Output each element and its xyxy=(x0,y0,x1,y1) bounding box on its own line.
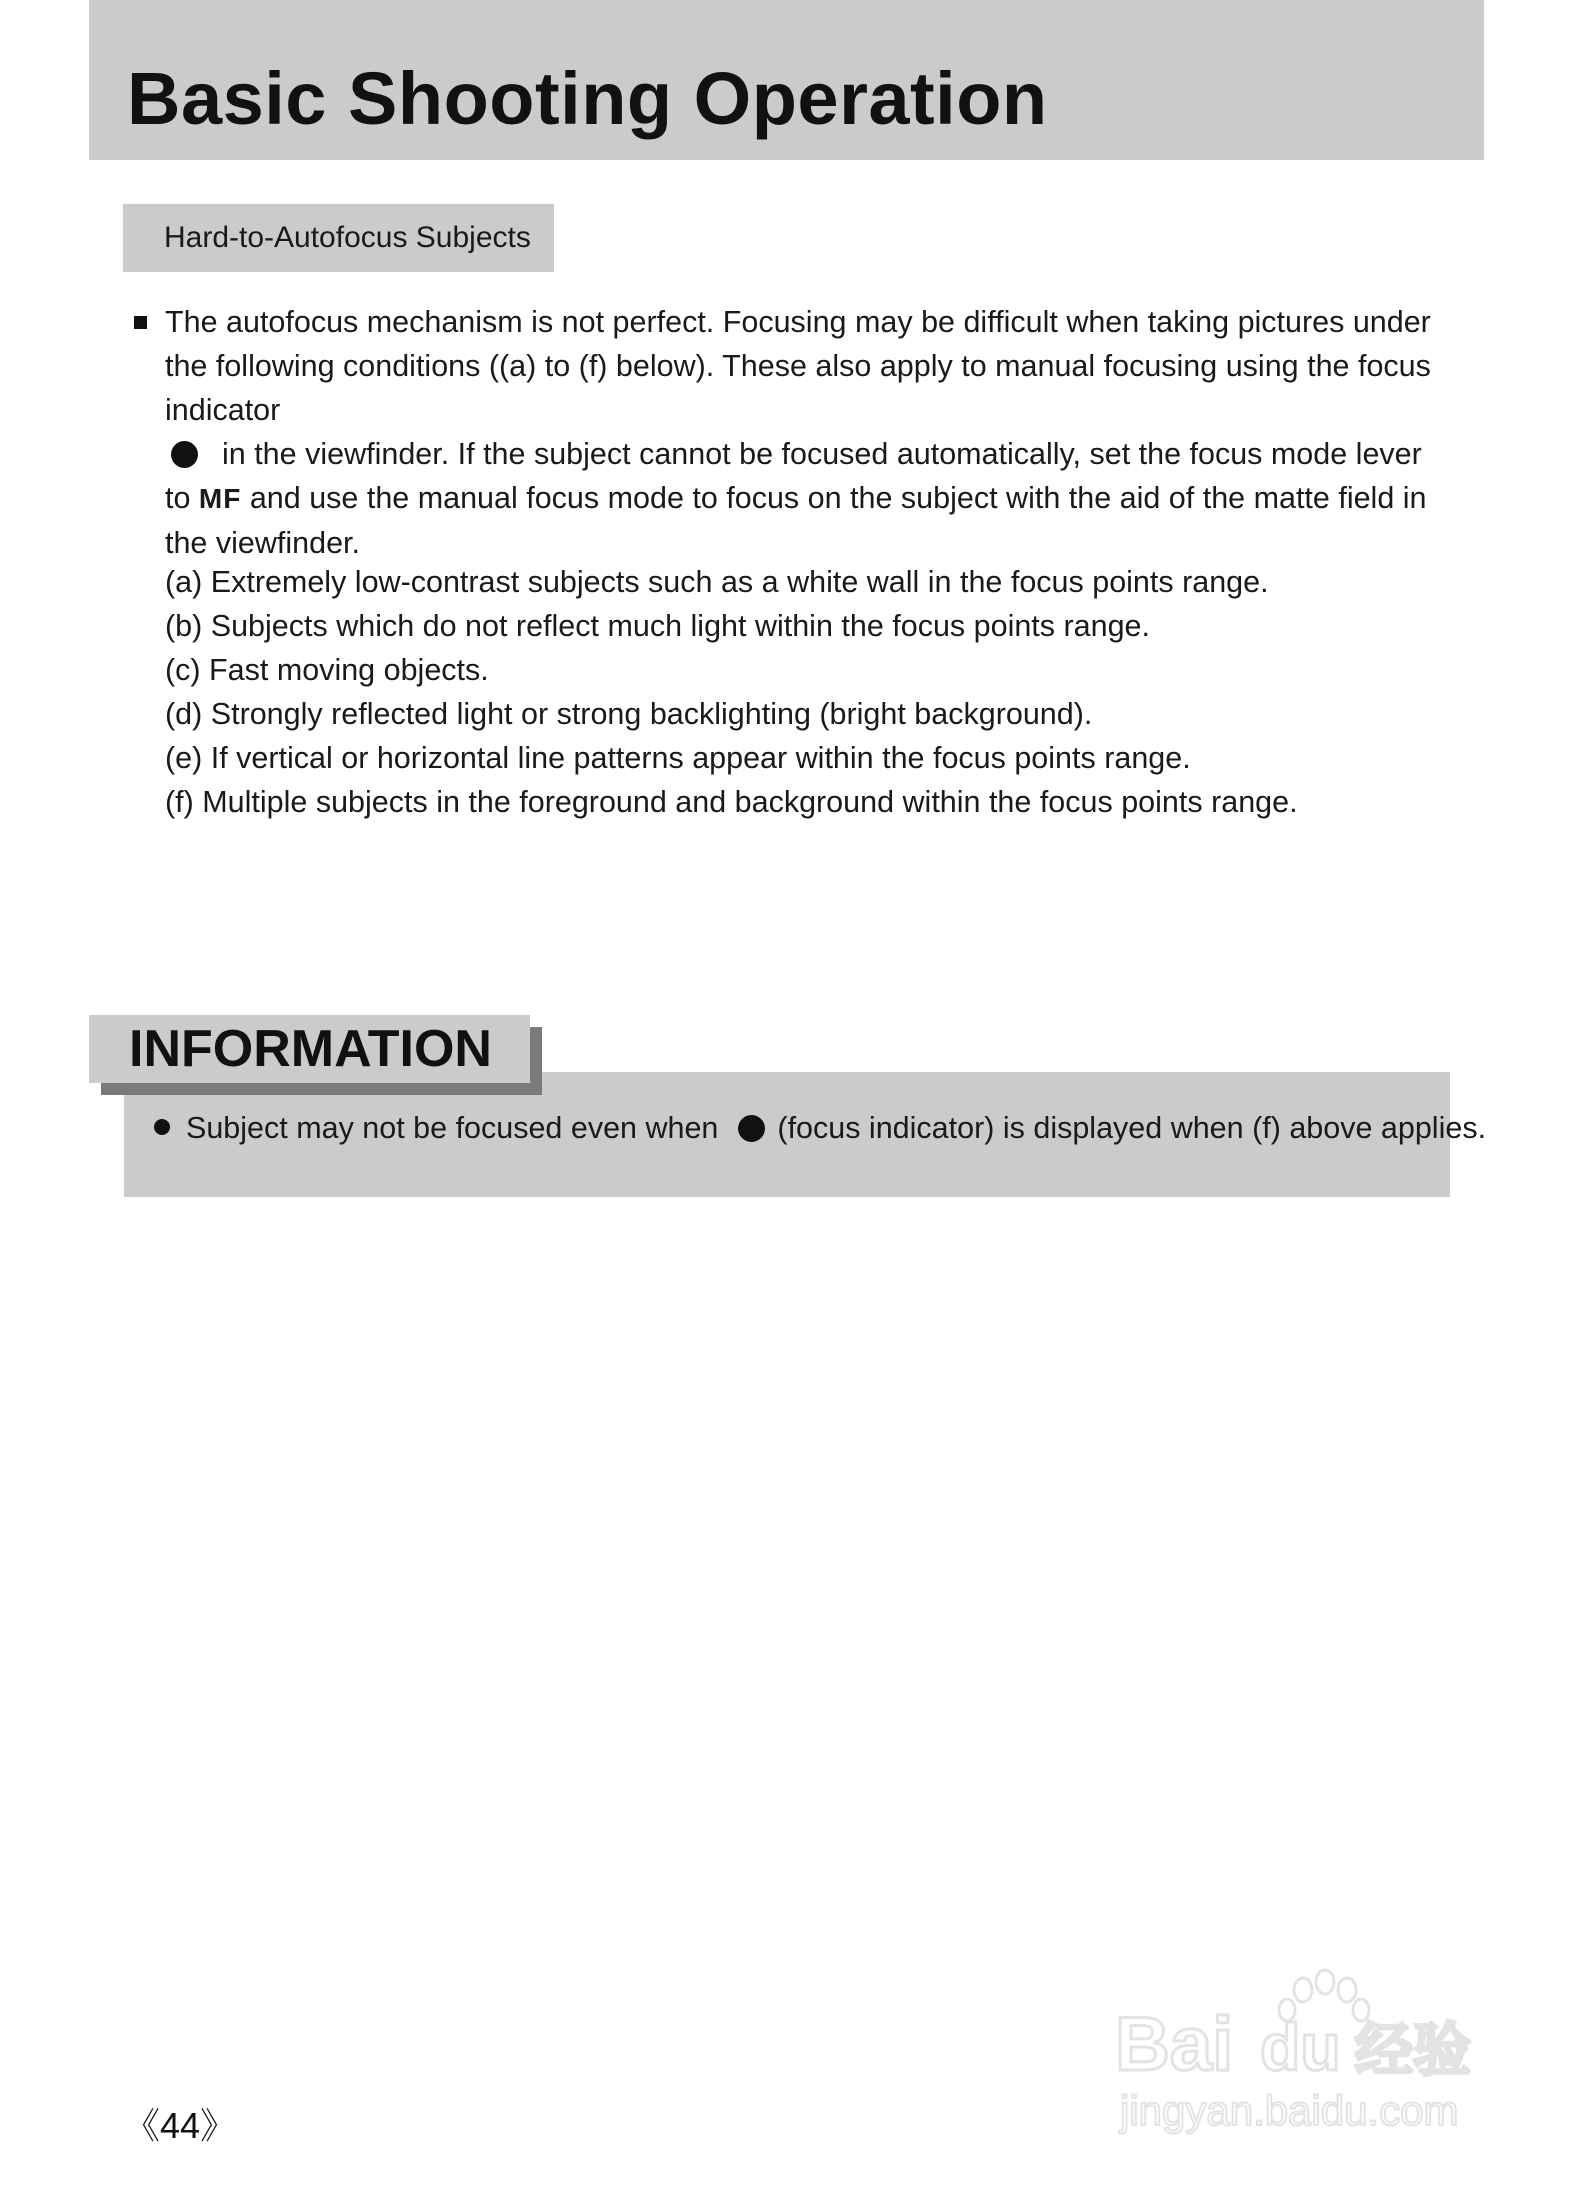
conditions-list xyxy=(165,560,1298,824)
mf-mode-label: MF xyxy=(198,483,242,514)
information-heading: INFORMATION xyxy=(89,1015,530,1083)
condition-item: (d) Strongly reflected light or strong backlighting (bright background). xyxy=(165,697,1093,731)
baidu-watermark-logo xyxy=(1115,1960,1485,2140)
focus-indicator-icon xyxy=(738,1115,765,1142)
svg-text:经验: 经验 xyxy=(1355,2016,1472,2084)
condition-item: (a) Extremely low-contrast subjects such as a white wall in the focus points range. xyxy=(165,565,1269,599)
svg-text:jingyan.baidu.com: jingyan.baidu.com xyxy=(1120,2087,1459,2134)
square-bullet-icon xyxy=(134,316,147,329)
svg-text:Bai: Bai xyxy=(1115,2002,1234,2087)
condition-item: (c) Fast moving objects. xyxy=(165,653,489,687)
intro-text-part3: and use the manual focus mode to focus on the subject with the aid of the matte field in the viewfinder. xyxy=(165,481,1427,560)
information-note-part1: Subject may not be focused even when xyxy=(186,1111,719,1145)
condition-item: (e) If vertical or horizontal line patterns appear within the focus points range. xyxy=(165,741,1191,775)
intro-text-part2: in the viewfinder. If the subject cannot be focused automatically, set the focus mode lever to xyxy=(165,437,1422,515)
information-note-part2: (focus indicator) is displayed when (f) above applies. xyxy=(777,1111,1487,1145)
section-heading: Hard-to-Autofocus Subjects xyxy=(123,204,554,272)
condition-item: (f) Multiple subjects in the foreground and background within the focus points range. xyxy=(165,785,1298,819)
intro-text xyxy=(165,300,1455,565)
intro-paragraph xyxy=(134,300,1464,565)
intro-text-part1: The autofocus mechanism is not perfect. Focusing may be difficult when taking pictures under the following conditions ((a) to (f) below). These also apply to manual focusing using the focus indicator xyxy=(165,305,1431,427)
condition-item: (b) Subjects which do not reflect much light within the focus points range. xyxy=(165,609,1150,643)
page-number: 《44》 xyxy=(124,2105,237,2146)
page-title: Basic Shooting Operation xyxy=(127,57,1048,140)
svg-text:du: du xyxy=(1260,2010,1341,2084)
round-bullet-icon xyxy=(154,1119,170,1135)
focus-indicator-icon xyxy=(171,441,198,468)
